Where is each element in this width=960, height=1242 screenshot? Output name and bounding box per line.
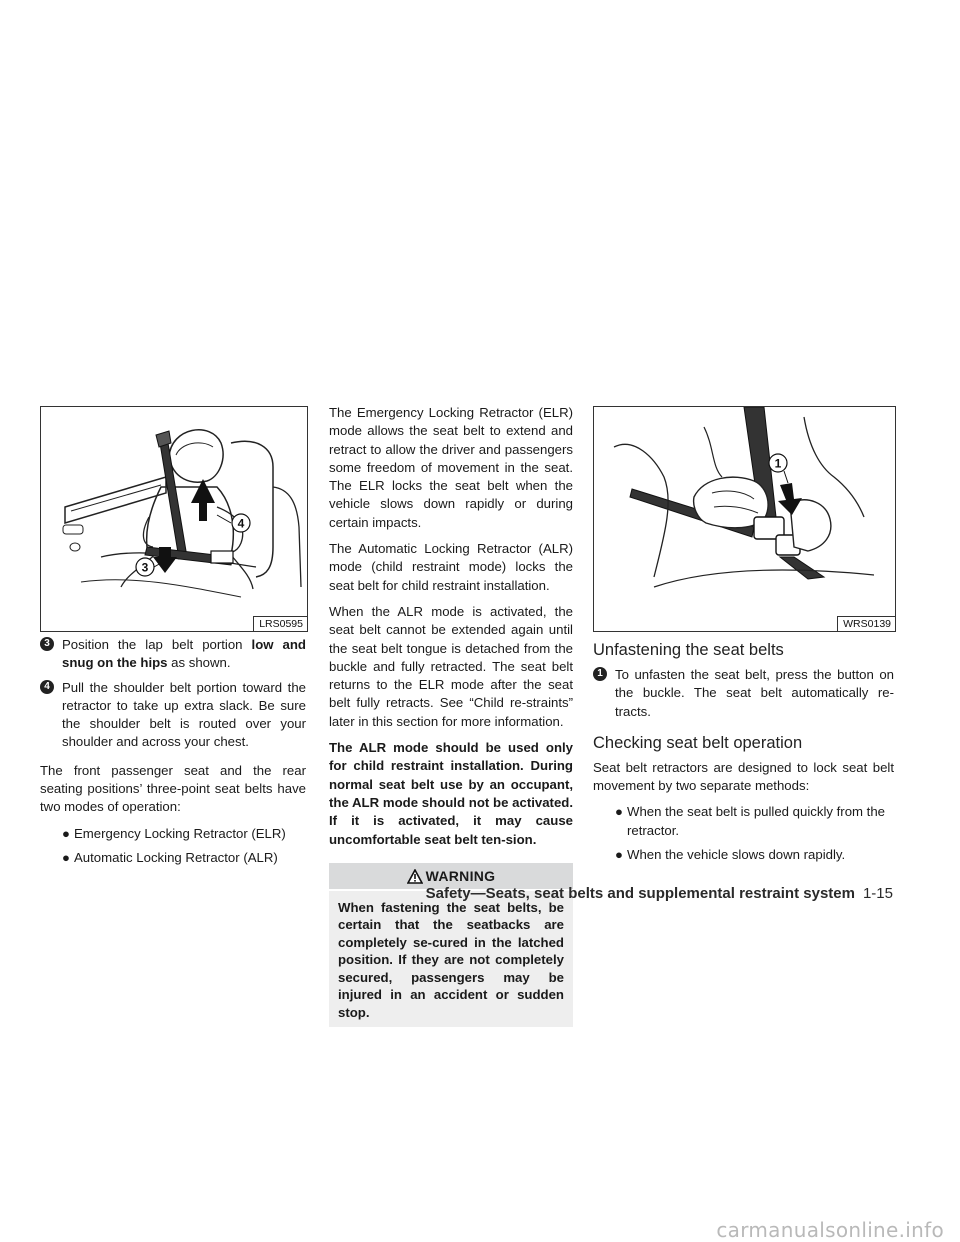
warning-title: WARNING [425,867,496,884]
list-item [593,803,894,840]
step-number-3: 3 [40,637,54,651]
callout-3: 3 [141,560,149,575]
figure-lap-belt [40,406,308,632]
page-footer [0,884,893,904]
step-number-4: 4 [40,680,54,694]
bullet-dot: ● [615,847,623,863]
figure-unfasten [593,406,896,632]
step-4-text: Pull the shoulder belt portion toward the retractor to take up extra slack. Be sure the shoulder belt is routed over your shoulder and across your chest. [62,679,306,750]
unfasten-illustration [594,407,895,631]
bullet-text: Emergency Locking Retractor (ELR) [74,825,286,841]
elr-paragraph: The Emergency Locking Retractor (ELR) mode allows the seat belt to extend and retract to allow the driver and passengers some freedom of movement in the seat. The ELR locks the seat belt when the vehicle slows down rapidly or during certain impacts. [329,405,573,530]
modes-intro: The front passenger seat and the rear seating positions’ three-point seat belts have two modes of operation: [40,762,306,815]
bullet-dot: ● [62,849,70,865]
checking-intro: Seat belt retractors are designed to lock seat belt movement by two separate methods: [593,759,894,794]
heading-unfastening: Unfastening the seat belts [593,641,784,659]
list-item [593,846,894,864]
right-column [593,630,894,870]
bullet-text: Automatic Locking Retractor (ALR) [74,849,278,865]
lap-belt-illustration [41,407,307,631]
watermark: carmanualsonline.info [716,1218,944,1242]
step-3-tail: as shown. [167,655,231,671]
step-3-bold: low and snug on the hips [62,637,306,671]
list-item [40,849,306,867]
bullet-text: When the seat belt is pulled quickly from the retractor. [627,804,886,838]
section-title: Safety—Seats, seat belts and supplemental restraint system [425,885,855,902]
list-item [40,825,306,843]
alr-note: The ALR mode should be used only for child restraint installation. During normal seat belt use by an occupant, the ALR mode should not be activated. If it is activated, it may cause uncomfortable seat belt ten-sion. [329,740,573,847]
heading-checking: Checking seat belt operation [593,733,803,752]
step-3 [40,636,306,673]
step-number-1: 1 [593,667,607,681]
alr-paragraph: The Automatic Locking Retractor (ALR) mode (child restraint mode) locks the seat belt for child restraint installation. [329,541,573,593]
alr-activated-paragraph: When the ALR mode is activated, the seat belt cannot be extended again until the seat belt tongue is detached from the buckle and fully retracted. The seat belt returns to the ELR mode after the seat belt fully retracts. See “Child re-straints” later in this section for more information. [329,603,573,729]
step-1 [593,666,894,721]
step-1-text: To unfasten the seat belt, press the button on the buckle. The seat belt automatically re-tracts. [615,667,894,719]
callout-4: 4 [237,516,245,531]
bullet-dot: ● [62,825,70,841]
page-number: 1-15 [862,885,893,902]
bullet-dot: ● [615,804,623,820]
callout-1: 1 [774,456,782,471]
step-4 [40,679,306,752]
figure-code: WRS0139 [837,616,895,631]
warning-text: When fastening the seat belts, be certain that the seatbacks are completely se-cured in the latched position. If they are not completely secured, passengers may be injured in an accident or sudden stop. [329,891,573,1028]
figure-code: LRS0595 [253,616,307,631]
left-column [40,636,306,873]
step-3-text: Position the lap belt portion [62,637,252,652]
bullet-text: When the vehicle slows down rapidly. [627,847,846,863]
middle-column [329,404,573,1027]
